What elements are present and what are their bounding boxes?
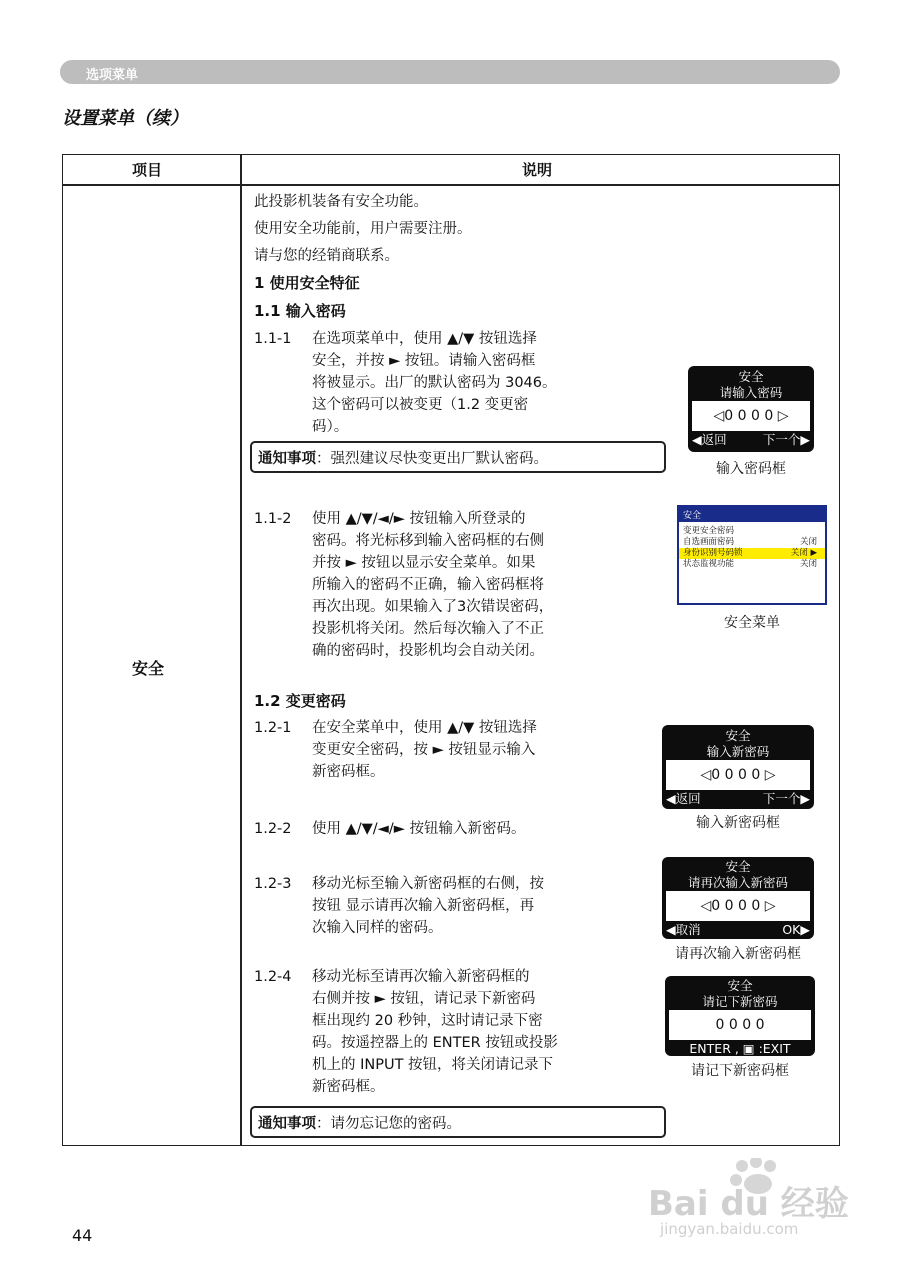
- step-text-line: 投影机将关闭。然后每次输入了不正: [312, 621, 544, 637]
- back-label: ◀返回: [666, 791, 701, 806]
- screen-caption: 请再次输入新密码框: [675, 946, 801, 962]
- table-header-divider: [62, 184, 840, 186]
- screen-subtitle: 请再次输入新密码: [687, 875, 788, 890]
- step-text-line: 按钮 显示请再次输入新密码框，再: [312, 898, 535, 914]
- step-text-line: 码。按遥控器上的 ENTER 按钮或投影: [312, 1035, 558, 1051]
- watermark-url: jingyan.baidu.com: [660, 1220, 799, 1238]
- security-menu: [677, 505, 827, 605]
- column-header-description: 说明: [522, 161, 553, 179]
- step-text-line: 右侧并按 ► 按钮，请记录下新密码: [312, 991, 536, 1007]
- step-text-line: 移动光标至输入新密码框的右侧，按: [312, 876, 544, 892]
- back-label: ◀返回: [692, 432, 727, 447]
- step-text-line: 将被显示。出厂的默认密码为 3046。: [312, 375, 557, 391]
- password-digits: 0 0 0 0: [669, 1010, 811, 1040]
- intro-line: 此投影机装备有安全功能。: [254, 194, 428, 210]
- menu-caption: 安全菜单: [724, 615, 780, 631]
- next-label: 下一个▶: [762, 432, 810, 447]
- section-heading: 1 使用安全特征: [254, 274, 360, 292]
- screen-subtitle: 输入新密码: [706, 744, 770, 759]
- password-digits: ◁0 0 0 0 ▷: [666, 891, 810, 921]
- password-digits: ◁0 0 0 0 ▷: [666, 760, 810, 790]
- baidu-watermark: [640, 1158, 849, 1248]
- digit-cursor-icon: ◁: [713, 408, 725, 424]
- step-text-line: 框出现约 20 秒钟，这时请记录下密: [312, 1013, 543, 1029]
- screen-subtitle: 请输入密码: [719, 385, 783, 400]
- exit-hint: ENTER , ▣ :EXIT: [689, 1041, 791, 1056]
- row-label-security: 安全: [132, 659, 165, 678]
- intro-line: 请与您的经销商联系。: [254, 248, 399, 264]
- notice-text: ：强烈建议尽快变更出厂默认密码。: [316, 451, 548, 467]
- step-text-line: 码）。: [312, 419, 349, 435]
- step-1-2-2: [254, 818, 634, 840]
- page-title: 设置菜单（续）: [62, 108, 188, 129]
- page-number: 44: [72, 1226, 93, 1245]
- screen-title: 安全: [725, 728, 751, 743]
- step-text-line: 机上的 INPUT 按钮，将关闭请记录下: [312, 1057, 554, 1073]
- right-arrow-icon: ▷: [760, 898, 776, 914]
- step-number: 1.2-1: [254, 720, 292, 736]
- step-1-2-3: [254, 873, 634, 939]
- section-header-label: 选项菜单: [86, 68, 139, 83]
- next-label: 下一个▶: [762, 791, 810, 806]
- screen-subtitle: 请记下新密码: [702, 994, 778, 1009]
- section-header-bar: [60, 60, 840, 84]
- notice-text: ：请勿忘记您的密码。: [316, 1116, 461, 1132]
- step-text-line: 在选项菜单中，使用 ▲/▼ 按钮选择: [312, 331, 537, 347]
- step-1-2-1: [254, 717, 634, 783]
- screen-caption: 请记下新密码框: [691, 1063, 789, 1079]
- reenter-password-screen: [662, 857, 814, 939]
- screen-title: 安全: [727, 978, 753, 993]
- digit-cursor-icon: ◁: [700, 898, 712, 914]
- step-text-line: 在安全菜单中，使用 ▲/▼ 按钮选择: [312, 720, 537, 736]
- section-heading: 1.2 变更密码: [254, 692, 346, 710]
- menu-item: 状态监视功能 关闭: [683, 559, 817, 569]
- step-text-line: 确的密码时，投影机均会自动关闭。: [312, 643, 544, 659]
- step-text-line: 次输入同样的密码。: [312, 920, 443, 936]
- menu-title: 安全: [679, 507, 825, 522]
- step-text-line: 所输入的密码不正确，输入密码框将: [312, 577, 544, 593]
- screen-title: 安全: [725, 859, 751, 874]
- notice-box: [250, 1106, 666, 1138]
- screen-title: 安全: [738, 369, 764, 384]
- column-header-item: 项目: [132, 161, 163, 179]
- record-password-screen: [665, 976, 815, 1056]
- step-text-line: 变更安全密码，按 ► 按钮显示输入: [312, 742, 536, 758]
- step-1-1-1: [254, 328, 634, 438]
- notice-label: 通知事项: [258, 451, 316, 467]
- step-text-line: 并按 ► 按钮以显示安全菜单。如果: [312, 555, 536, 571]
- digit-cursor-icon: ◁: [700, 767, 712, 783]
- step-text-line: 新密码框。: [312, 1079, 385, 1095]
- step-text-line: 使用 ▲/▼/◄/► 按钮输入所登录的: [312, 511, 526, 527]
- table-column-divider: [240, 154, 242, 1146]
- screen-caption: 输入新密码框: [696, 815, 780, 831]
- new-password-screen: [662, 725, 814, 809]
- step-text-line: 安全，并按 ► 按钮。请输入密码框: [312, 353, 536, 369]
- step-text-line: 密码。将光标移到输入密码框的右侧: [312, 533, 544, 549]
- menu-item-selected: 身份识别号码锁 关闭 ▶: [679, 548, 825, 559]
- ok-label: OK▶: [782, 922, 810, 937]
- step-number: 1.2-2: [254, 821, 292, 837]
- cancel-label: ◀取消: [666, 922, 701, 937]
- step-number: 1.2-3: [254, 876, 292, 892]
- notice-label: 通知事项: [258, 1116, 316, 1132]
- step-text-line: 这个密码可以被变更（1.2 变更密: [312, 397, 529, 413]
- step-1-1-2: [254, 508, 634, 664]
- password-digits: ◁0 0 0 0 ▷: [692, 401, 810, 431]
- right-arrow-icon: ▷: [773, 408, 789, 424]
- step-number: 1.1-1: [254, 331, 292, 347]
- step-1-2-4: [254, 966, 634, 1098]
- watermark-brand: Bai du 经验: [648, 1184, 849, 1224]
- step-text-line: 再次出现。如果输入了3次错误密码，: [312, 599, 554, 615]
- enter-password-screen: [688, 366, 814, 452]
- intro-line: 使用安全功能前，用户需要注册。: [254, 221, 472, 237]
- right-arrow-icon: ▷: [760, 767, 776, 783]
- menu-item: 变更安全密码: [683, 526, 735, 536]
- step-number: 1.1-2: [254, 511, 292, 527]
- section-heading: 1.1 输入密码: [254, 302, 346, 320]
- step-text-line: 移动光标至请再次输入新密码框的: [312, 969, 530, 985]
- menu-item: 自选画面密码 关闭: [683, 537, 817, 547]
- step-number: 1.2-4: [254, 969, 292, 985]
- step-text-line: 使用 ▲/▼/◄/► 按钮输入新密码。: [312, 821, 526, 837]
- notice-box: [250, 441, 666, 473]
- step-text-line: 新密码框。: [312, 764, 385, 780]
- screen-caption: 输入密码框: [716, 461, 786, 477]
